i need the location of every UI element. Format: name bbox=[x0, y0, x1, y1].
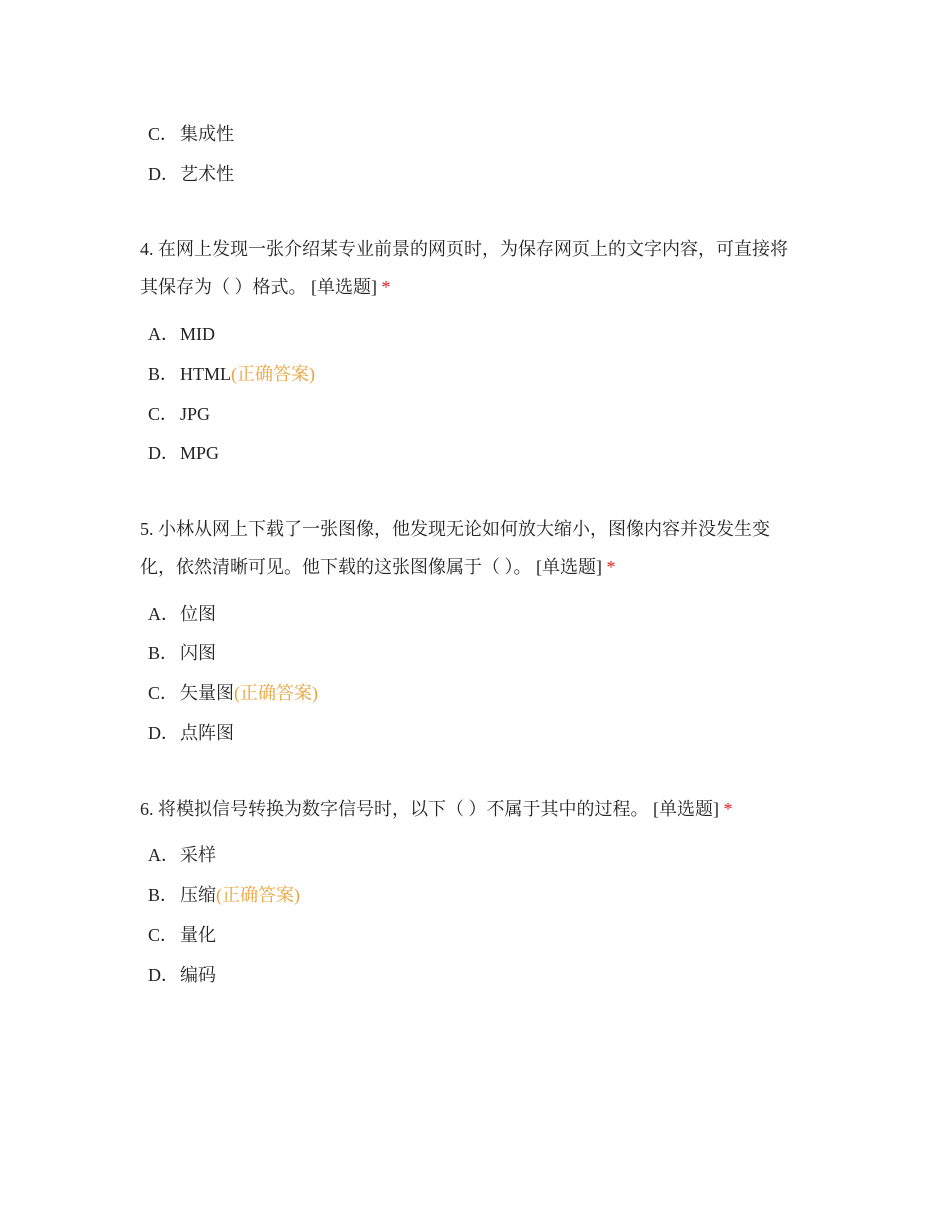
option-text: 编码 bbox=[180, 965, 216, 985]
option-letter: A． bbox=[148, 324, 179, 344]
option-letter: C． bbox=[148, 124, 179, 144]
question-5-line-1: 5. 小林从网上下载了一张图像，他发现无论如何放大缩小，图像内容并没发生变 bbox=[140, 519, 770, 539]
option-letter: A． bbox=[148, 604, 179, 624]
option-text: 量化 bbox=[180, 925, 216, 945]
option-letter: B． bbox=[148, 885, 179, 905]
option-6b bbox=[148, 883, 300, 907]
option-letter: C． bbox=[148, 683, 179, 703]
option-5c bbox=[148, 681, 318, 705]
option-6c bbox=[148, 923, 216, 947]
question-4-text: 其保存为（ ）格式。 bbox=[140, 277, 307, 297]
option-text: 点阵图 bbox=[180, 723, 234, 743]
option-text: MID bbox=[180, 324, 215, 344]
option-letter: D． bbox=[148, 443, 179, 463]
option-text: 矢量图 bbox=[180, 683, 234, 703]
option-3d bbox=[148, 162, 234, 186]
question-6-text: 6. 将模拟信号转换为数字信号时，以下（ ）不属于其中的过程。 bbox=[140, 799, 649, 819]
question-4 bbox=[140, 230, 820, 306]
correct-answer-note: (正确答案) bbox=[216, 885, 300, 905]
question-4-line-2 bbox=[140, 268, 820, 306]
option-letter: C． bbox=[148, 925, 179, 945]
option-5a bbox=[148, 602, 216, 626]
option-3c bbox=[148, 122, 234, 146]
question-6-line-1 bbox=[140, 790, 820, 828]
option-6d bbox=[148, 963, 216, 987]
correct-answer-note: (正确答案) bbox=[234, 683, 318, 703]
correct-answer-note: (正确答案) bbox=[231, 364, 315, 384]
option-letter: B． bbox=[148, 364, 179, 384]
question-5 bbox=[140, 510, 820, 586]
question-5-text: 化，依然清晰可见。他下载的这张图像属于（ ）。 bbox=[140, 557, 532, 577]
option-letter: D． bbox=[148, 723, 179, 743]
option-6a bbox=[148, 843, 216, 867]
question-4-line-1: 4. 在网上发现一张介绍某专业前景的网页时，为保存网页上的文字内容，可直接将 bbox=[140, 239, 788, 259]
option-text: 集成性 bbox=[180, 124, 234, 144]
option-letter: D． bbox=[148, 164, 179, 184]
required-mark: * bbox=[606, 557, 616, 577]
option-text: 压缩 bbox=[180, 885, 216, 905]
option-5b bbox=[148, 641, 216, 665]
option-letter: C． bbox=[148, 404, 179, 424]
option-text: 闪图 bbox=[180, 643, 216, 663]
option-4a bbox=[148, 322, 215, 346]
question-type-label: [单选题] bbox=[311, 277, 377, 297]
option-4b bbox=[148, 362, 315, 386]
option-text: JPG bbox=[180, 404, 211, 424]
question-type-label: [单选题] bbox=[653, 799, 719, 819]
option-letter: D． bbox=[148, 965, 179, 985]
question-5-line-2 bbox=[140, 548, 820, 586]
option-4c bbox=[148, 402, 210, 426]
option-text: 采样 bbox=[180, 845, 216, 865]
required-mark: * bbox=[381, 277, 391, 297]
option-letter: B． bbox=[148, 643, 179, 663]
option-5d bbox=[148, 721, 234, 745]
option-letter: A． bbox=[148, 845, 179, 865]
option-4d bbox=[148, 441, 219, 465]
option-text: 艺术性 bbox=[180, 164, 234, 184]
required-mark: * bbox=[723, 799, 733, 819]
option-text: HTML bbox=[180, 364, 231, 384]
question-6 bbox=[140, 790, 820, 828]
question-type-label: [单选题] bbox=[536, 557, 602, 577]
option-text: 位图 bbox=[180, 604, 216, 624]
option-text: MPG bbox=[180, 443, 220, 463]
